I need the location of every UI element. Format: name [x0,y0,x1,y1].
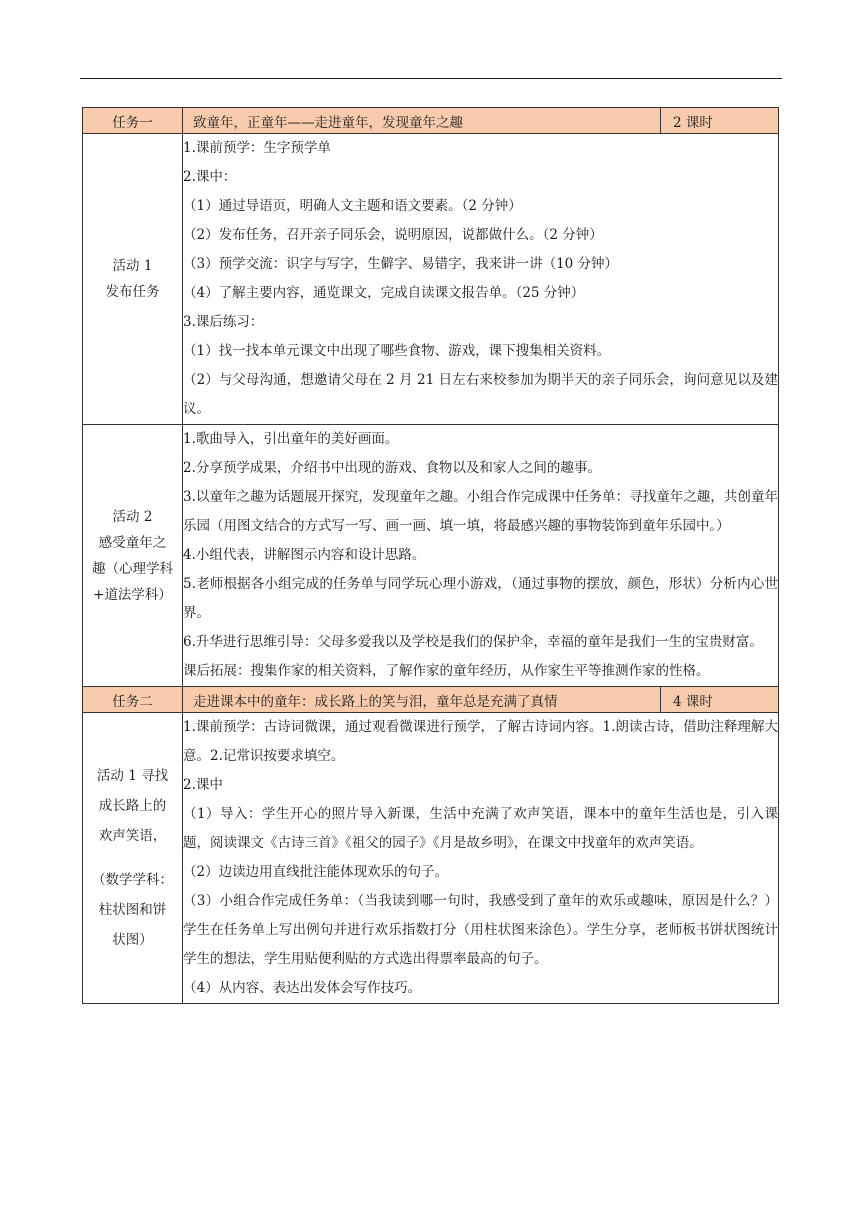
content-line: （1）导入：学生开心的照片导入新课，生活中充满了欢声笑语，课本中的童年生活也是，引入课题，阅读课文《古诗三首》《祖父的园子》《月是故乡明》，在课文中找童年的欢声笑语。 [183,806,778,851]
content-line: （1）找一找本单元课文中出现了哪些食物、游戏，课下搜集相关资料。 [183,343,611,359]
content-line: 1.课前预学：古诗词微课，通过观看微课进行预学，了解古诗词内容。1.朗读古诗，借助注释理解大意。2.记常识按要求填空。 [183,719,778,764]
activity-name [83,425,183,687]
content-line: 2.课中 [183,777,223,793]
activity-row [83,134,779,425]
activity-name [83,713,183,1004]
content-line: 6.升华进行思维引导：父母多爱我以及学校是我们的保护伞，幸福的童年是我们一生的宝贵财富。 [183,634,763,650]
activity-name-line: 活动 1 [112,258,153,274]
content-line: （4）了解主要内容，通览课文，完成自读课文报告单。（25 分钟） [183,285,585,301]
header-rule [80,78,782,79]
task-row [83,108,779,134]
activity-name-line: 成长路上的 [98,798,167,814]
activity-name-spacer [83,851,182,865]
activity-name-line: +道法学科） [93,586,172,603]
content-line: （2）发布任务，召开亲子同乐会，说明原因，说都做什么。（2 分钟） [183,227,603,243]
task-hours: 2 课时 [661,108,779,134]
activity-content [183,134,779,425]
task-name: 任务一 [83,108,183,134]
activity-name-line: 感受童年之 [98,534,167,551]
content-line: 2.分享预学成果，介绍书中出现的游戏、食物以及和家人之间的趣事。 [183,460,601,476]
content-line: 4.小组代表，讲解图示内容和设计思路。 [183,547,426,563]
lesson-plan-table [82,107,779,1004]
content-line: （2）边读边用直线批注能体现欢乐的句子。 [183,864,449,880]
content-line: （2）与父母沟通，想邀请父母在 2 月 21 日左右来校参加为期半天的亲子同乐会，询问意见以及建议。 [183,372,778,417]
task-name: 任务二 [83,687,183,713]
activity-name-line: （数学学科： [92,872,173,888]
activity-name-line: 欢声笑语， [98,828,167,844]
content-line: 3.以童年之趣为话题展开探究，发现童年之趣。小组合作完成课中任务单：寻找童年之趣，共创童年乐园（用图文结合的方式写一写、画一画、填一填，将最感兴趣的事物装饰到童年乐园中。） [183,489,778,534]
activity-content [183,425,779,687]
task-hours: 4 课时 [661,687,779,713]
content-line: 1.歌曲导入，引出童年的美好画面。 [183,431,399,447]
content-line: 课后拓展：搜集作家的相关资料，了解作家的童年经历，从作家生平等推测作家的性格。 [183,663,710,679]
task-title: 走进课本中的童年：成长路上的笑与泪，童年总是充满了真情 [183,687,661,713]
content-line: 2.课中： [183,169,237,185]
activity-name-line: 状图） [112,932,153,948]
task-row [83,687,779,713]
activity-row [83,425,779,687]
content-line: （3）预学交流：识字与写字，生僻字、易错字，我来讲一讲（10 分钟） [183,256,619,272]
activity-name-line: 发布任务 [105,284,160,300]
activity-name-line: 趣（心理学科 [92,560,173,577]
content-line: （1）通过导语页，明确人文主题和语文要素。（2 分钟） [183,198,522,214]
content-line: （3）小组合作完成任务单：（当我读到哪一句时，我感受到了童年的欢乐或趣味，原因是什么？）学生在任务单上写出例句并进行欢乐指数打分（用柱状图来涂色）。学生分享，老师板书饼状图统计学生的想法，学生用贴便利贴的方式选出得票率最高的句子。 [183,893,778,967]
content-line: 5.老师根据各小组完成的任务单与同学玩心理小游戏，（通过事物的摆放，颜色，形状）分析内心世界。 [183,576,778,621]
activity-row [83,713,779,1004]
content-line: （4）从内容、表达出发体会写作技巧。 [183,980,422,996]
activity-name-line: 活动 1 寻找 [96,768,169,784]
activity-name-line: 柱状图和饼 [98,902,167,918]
task-title: 致童年，正童年——走进童年，发现童年之趣 [183,108,661,134]
content-line: 1.课前预学：生字预学单 [183,140,331,156]
activity-name [83,134,183,425]
activity-content [183,713,779,1004]
content-line: 3.课后练习： [183,314,264,330]
activity-name-line: 活动 2 [112,508,153,525]
